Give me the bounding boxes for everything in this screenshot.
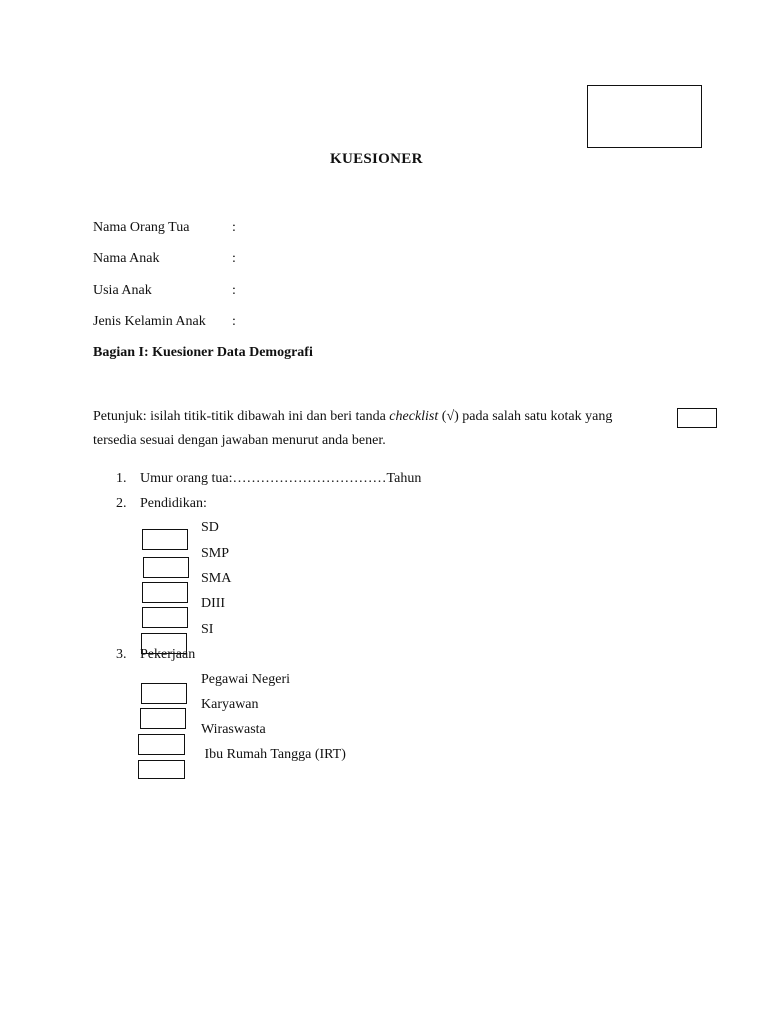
option-sd: SD: [201, 520, 219, 535]
code-box: [587, 85, 702, 148]
colon: :: [232, 314, 236, 329]
example-checkbox: [677, 408, 717, 428]
question-number: 2.: [116, 496, 127, 511]
checkbox-smp[interactable]: [143, 557, 189, 578]
option-wiraswasta: Wiraswasta: [201, 722, 266, 737]
option-karyawan: Karyawan: [201, 697, 259, 712]
option-pegawai-negeri: Pegawai Negeri: [201, 672, 291, 687]
option-smp: SMP: [201, 546, 230, 561]
option-si: SI: [201, 622, 214, 637]
instruction-text: Petunjuk: isilah titik-titik dibawah ini dan beri tanda: [93, 409, 390, 424]
checkbox-sma[interactable]: [142, 582, 188, 603]
instruction-line-2: tersedia sesuai dengan jawaban menurut anda bener.: [93, 433, 386, 448]
checkbox-pegawai-negeri[interactable]: [141, 683, 187, 704]
label-nama-orang-tua: Nama Orang Tua: [93, 220, 190, 235]
checkbox-sd[interactable]: [142, 529, 188, 550]
instruction-italic: checklist: [389, 409, 439, 424]
checkbox-irt[interactable]: [138, 760, 185, 779]
checkbox-karyawan[interactable]: [140, 708, 186, 729]
question-education: Pendidikan:: [140, 496, 207, 511]
checkbox-diii[interactable]: [142, 607, 188, 628]
option-sma: SMA: [201, 571, 232, 586]
option-diii: DIII: [201, 596, 226, 611]
label-usia-anak: Usia Anak: [93, 283, 152, 298]
instruction-text-end: (√) pada salah satu kotak yang: [438, 409, 613, 424]
checkbox-wiraswasta[interactable]: [138, 734, 185, 755]
page-title: KUESIONER: [330, 151, 423, 167]
colon: :: [232, 251, 236, 266]
colon: :: [232, 220, 236, 235]
question-age: Umur orang tua:……………………………Tahun: [140, 471, 422, 486]
question-occupation: Pekerjaan: [140, 647, 196, 662]
instruction-line-1: [93, 410, 612, 424]
question-number: 1.: [116, 471, 127, 486]
option-irt: Ibu Rumah Tangga (IRT): [201, 747, 346, 762]
question-number: 3.: [116, 647, 127, 662]
section-title: Bagian I: Kuesioner Data Demografi: [93, 345, 313, 360]
colon: :: [232, 283, 236, 298]
label-nama-anak: Nama Anak: [93, 251, 160, 266]
label-jenis-kelamin-anak: Jenis Kelamin Anak: [93, 314, 206, 329]
